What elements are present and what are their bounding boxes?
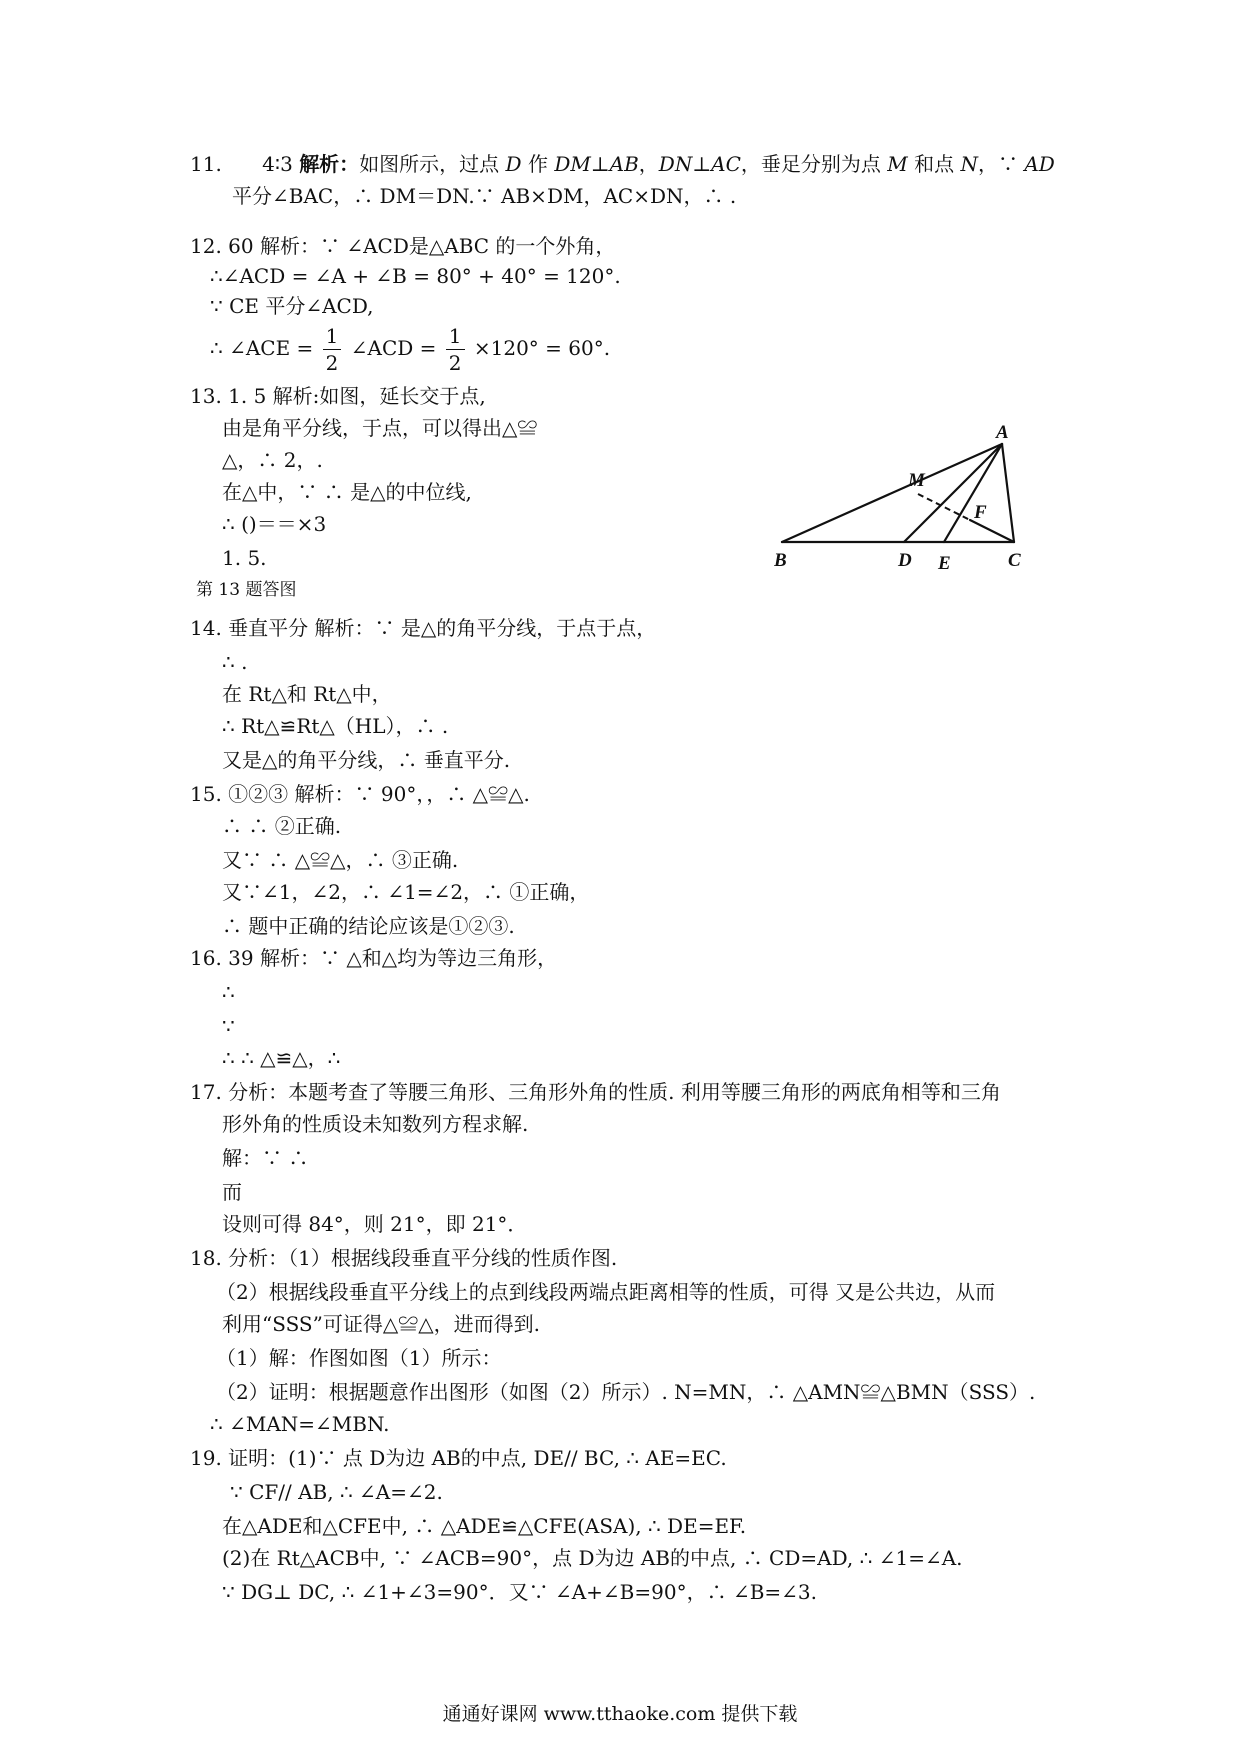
q16-line-2: ∴ <box>222 980 235 1004</box>
label-m: M <box>908 470 925 491</box>
q11-perp-1: ⊥ <box>590 152 610 176</box>
q13-line-3: △，∴ 2，. <box>222 448 323 472</box>
q12-frac2-den: 2 <box>448 351 462 375</box>
q18-line-6: ∴ ∠MAN=∠MBN. <box>210 1412 390 1436</box>
q13-line-1: 13. 1. 5 解析:如图，延长交于点, <box>190 384 486 408</box>
q15-line-3: 又∵ ∴ △≌△，∴ ③正确. <box>222 848 459 872</box>
segment-ac <box>1002 444 1014 542</box>
q11-text-3: ，垂足分别为点 <box>740 152 881 176</box>
q11-answer: 4∶3 <box>262 152 293 176</box>
q11-text-1: 如图所示，过点 <box>359 152 500 176</box>
q14-line-4: ∴ Rt△≌Rt△（HL），∴ . <box>222 714 449 738</box>
q11-point-n: N <box>960 152 978 176</box>
q11-point-d: D <box>505 152 522 176</box>
q11-analysis-tag: 解析： <box>299 152 360 176</box>
q11-text-2: 作 <box>527 152 548 176</box>
triangle-diagram <box>774 422 1038 572</box>
q12-line-1: 12. 60 解析：∵ ∠ACD是△ABC 的一个外角， <box>190 234 616 258</box>
q17-line-5: 设则可得 84°，则 21°，即 21°． <box>222 1212 528 1236</box>
q11-seg-ab: AB <box>609 152 639 176</box>
q15-line-5: ∴ 题中正确的结论应该是①②③. <box>222 914 515 938</box>
q19-line-5: ∵ DG⊥ DC, ∴ ∠1+∠3=90°．又∵ ∠A+∠B=90°，∴ ∠B=∠3. <box>222 1580 817 1604</box>
label-c: C <box>1008 550 1021 571</box>
q19-line-2: ∵ CF// AB, ∴ ∠A=∠2. <box>230 1480 443 1504</box>
q12-frac1-den: 2 <box>325 351 339 375</box>
q11-line-2: 平分∠BAC，∴ DM＝DN.∵ AB×DM，AC×DN，∴ . <box>232 184 737 208</box>
q12-eq-right: ×120° = 60°. <box>473 336 611 360</box>
q17-line-3: 解：∵ ∴ <box>222 1146 309 1170</box>
q12-fraction-1 <box>323 323 342 376</box>
q14-line-2: ∴ . <box>222 650 248 674</box>
q12-frac1-num: 1 <box>323 323 342 350</box>
q17-line-2: 形外角的性质设未知数列方程求解. <box>222 1112 529 1136</box>
q12-line-4 <box>210 320 610 376</box>
q12-eq-middle: ∠ACD = <box>350 336 437 360</box>
q14-line-1: 14. 垂直平分 解析：∵ 是△的角平分线，于点于点， <box>190 616 657 640</box>
q18-line-3: 利用“SSS”可证得△≌△，进而得到. <box>222 1312 540 1336</box>
q19-line-1: 19. 证明：(1)∵ 点 D为边 AB的中点, DE// BC, ∴ AE=EC. <box>190 1446 727 1470</box>
q11-seg-dm: DM <box>554 152 591 176</box>
q11-perp-2: ⊥ <box>692 152 712 176</box>
q13-line-5: ∴ ()＝＝×3 <box>222 512 327 536</box>
q11-seg-ac: AC <box>711 152 741 176</box>
q16-line-1: 16. 39 解析：∵ △和△均为等边三角形， <box>190 946 558 970</box>
page-footer: 通通好课网 www.tthaoke.com 提供下载 <box>442 1703 798 1725</box>
q11-number: 11. <box>190 152 222 176</box>
q11-point-m: M <box>887 152 908 176</box>
q14-line-3: 在 Rt△和 Rt△中， <box>222 682 392 706</box>
q15-line-1: 15. ①②③ 解析：∵ 90°，，∴ △≌△. <box>190 782 530 806</box>
segment-mf-dashed <box>918 494 970 520</box>
q11-seg-dn: DN <box>658 152 693 176</box>
q18-line-5: （2）证明：根据题意作出图形（如图（2）所示）. N=MN，∴ △AMN≌△BMN（SSS）. <box>216 1380 1036 1404</box>
q13-figure-caption: 第 13 题答图 <box>196 580 297 600</box>
q15-line-4: 又∵∠1，∠2，∴ ∠1=∠2，∴ ①正确， <box>222 880 590 904</box>
label-d: D <box>898 550 912 571</box>
q12-line-2: ∴∠ACD = ∠A + ∠B = 80° + 40° = 120°. <box>210 264 621 288</box>
label-f: F <box>974 502 987 523</box>
q17-line-4: 而 <box>222 1180 242 1204</box>
q18-line-2: （2）根据线段垂直平分线上的点到线段两端点距离相等的性质，可得 又是公共边，从而 <box>216 1280 996 1304</box>
q19-line-4: (2)在 Rt△ACB中, ∵ ∠ACB=90°，点 D为边 AB的中点, ∴ CD=AD, ∴ ∠1=∠A. <box>222 1546 963 1570</box>
q17-line-1: 17. 分析：本题考查了等腰三角形、三角形外角的性质. 利用等腰三角形的两底角相等和三角 <box>190 1080 1001 1104</box>
label-a: A <box>996 422 1009 443</box>
q13-line-6: 1. 5. <box>222 546 267 570</box>
q11-line-1 <box>190 150 1055 178</box>
q14-line-5: 又是△的角平分线，∴ 垂直平分. <box>222 748 511 772</box>
q16-line-4: ∴ ∴ △≌△，∴ <box>222 1046 341 1070</box>
q18-line-4: （1）解：作图如图（1）所示： <box>216 1346 502 1370</box>
q11-seg-ad: AD <box>1024 152 1055 176</box>
q12-frac2-num: 1 <box>446 323 465 350</box>
q11-text-4: 和点 <box>914 152 955 176</box>
q12-eq-left: ∴ ∠ACE = <box>210 336 314 360</box>
q16-line-3: ∵ <box>222 1014 235 1038</box>
q13-line-4: 在△中，∵ ∴ 是△的中位线, <box>222 480 472 504</box>
q13-triangle-figure <box>774 422 1038 572</box>
q12-fraction-2 <box>446 323 465 376</box>
q13-line-2: 由是角平分线，于点，可以得出△≌ <box>222 416 538 440</box>
q15-line-2: ∴ ∴ ②正确. <box>222 814 342 838</box>
q18-line-1: 18. 分析：（1）根据线段垂直平分线的性质作图. <box>190 1246 618 1270</box>
label-e: E <box>938 553 951 572</box>
label-b: B <box>774 550 787 571</box>
q19-line-3: 在△ADE和△CFE中, ∴ △ADE≌△CFE(ASA), ∴ DE=EF. <box>222 1514 747 1538</box>
q11-text-5: ，∵ <box>977 152 1018 176</box>
q11-comma: ， <box>638 152 659 176</box>
segment-fc <box>970 520 1014 542</box>
q12-line-3: ∵ CE 平分∠ACD, <box>210 294 374 318</box>
segment-ba <box>782 444 1002 542</box>
